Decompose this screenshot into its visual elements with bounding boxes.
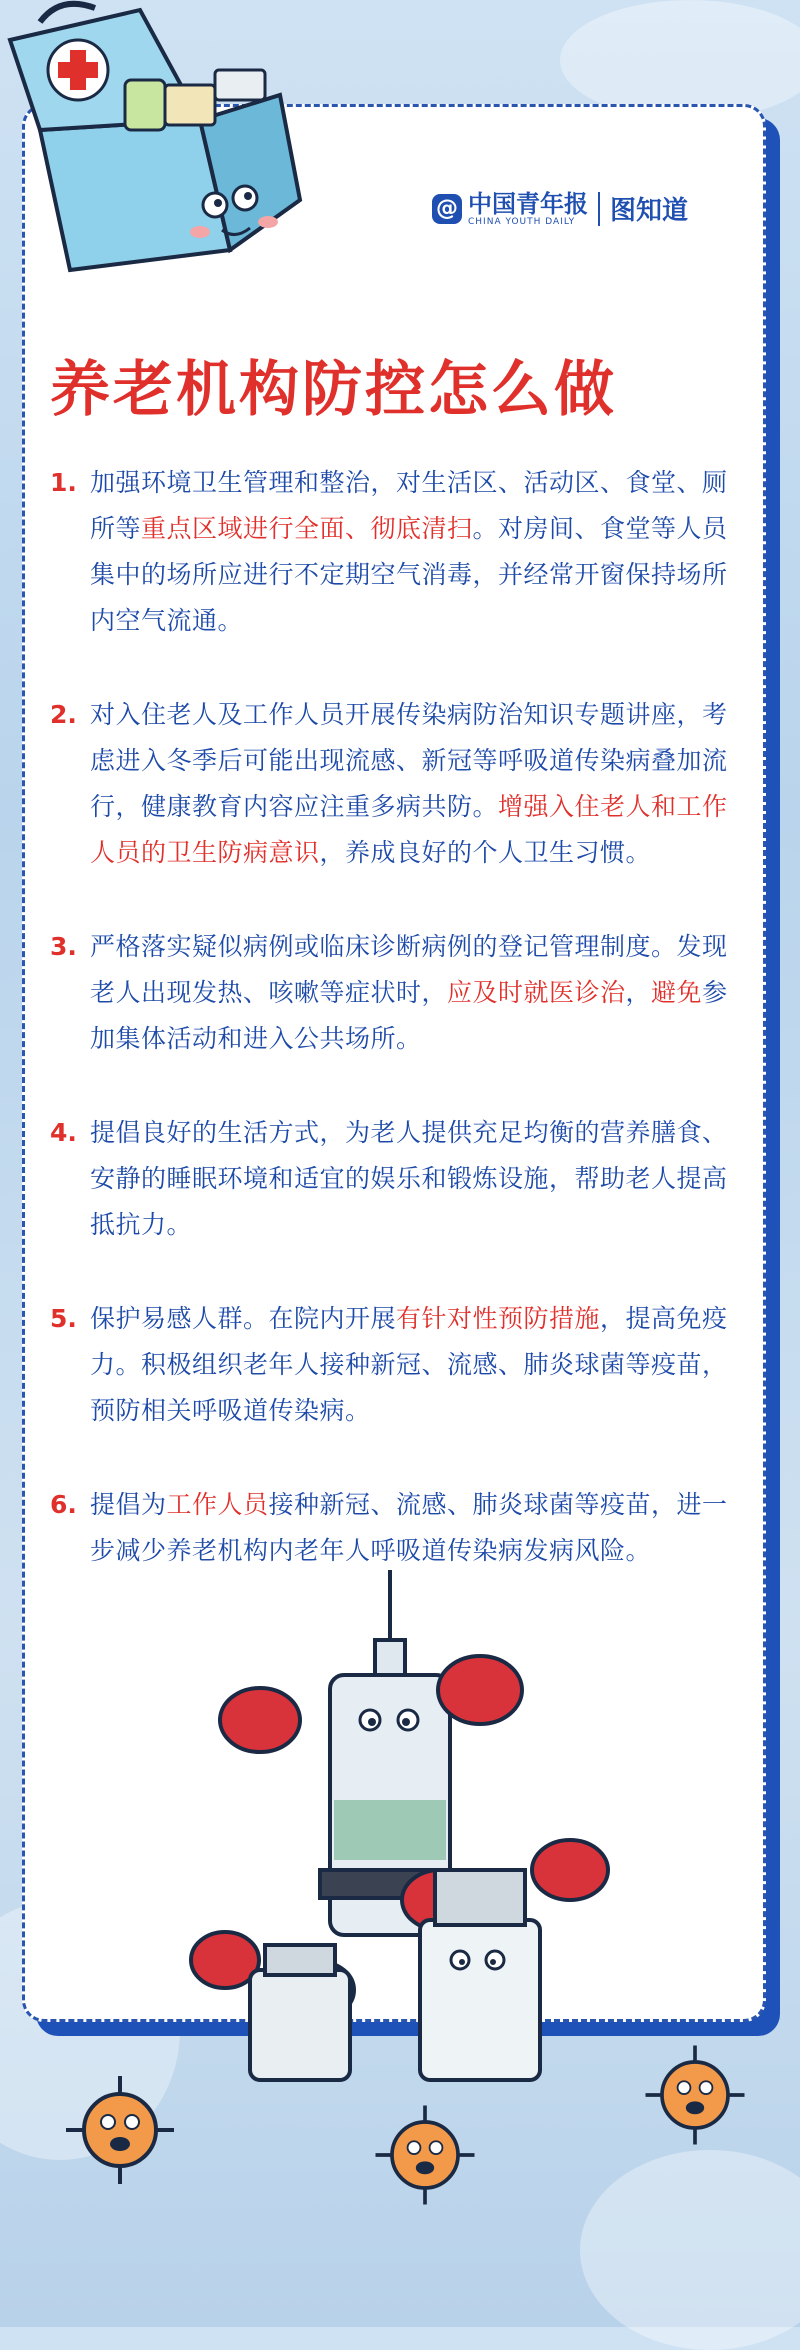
medical-cross-icon <box>48 40 108 100</box>
logo-name-cn: 中国青年报 <box>468 189 588 218</box>
list-item <box>50 460 750 644</box>
item-number: 5. <box>50 1304 77 1333</box>
body-text: 。对房间、食堂等人员集中的场所应进行不定期空气消毒，并经常开窗保持场所内空气流通。 <box>90 514 728 635</box>
item-number: 2. <box>50 700 77 729</box>
list-item <box>50 1110 750 1248</box>
item-text <box>90 692 750 876</box>
highlight-text: 重点区域进行全面、彻底清扫 <box>141 514 473 543</box>
item-text <box>90 1482 750 1574</box>
background-cloud <box>580 2150 800 2350</box>
body-text: 严格落实疑似病例或临床诊断病例的登记管理制度。发现老人出现发热、咳嗽等症状时， <box>90 932 728 1007</box>
highlight-text: 工作人员 <box>166 1490 269 1519</box>
body-text: 接种新冠、流感、肺炎球菌等疫苗，进一步减少养老机构内老年人呼吸道传染病发病风险。 <box>90 1490 728 1565</box>
page-title: 养老机构防控怎么做 <box>50 355 617 425</box>
body-text: ，提高免疫力。积极组织老年人接种新冠、流感、肺炎球菌等疫苗，预防相关呼吸道传染病。 <box>90 1304 728 1425</box>
body-text: 保护易感人群。在院内开展 <box>90 1304 397 1333</box>
list-item <box>50 692 750 876</box>
highlight-text: 避免 <box>651 978 703 1007</box>
first-aid-kit-icon <box>0 0 300 300</box>
item-number: 4. <box>50 1118 77 1147</box>
virus-icon <box>640 2040 750 2150</box>
item-text <box>90 1110 750 1248</box>
background-cloud <box>560 0 800 120</box>
vaccine-illustration <box>150 1570 670 2090</box>
logo-wordmark <box>468 191 588 227</box>
body-text: 提倡为 <box>90 1490 167 1519</box>
item-text <box>90 1296 750 1434</box>
list-item <box>50 1482 750 1574</box>
logo-divider <box>598 192 600 226</box>
item-number: 1. <box>50 468 77 497</box>
highlight-text: 增强入住老人和工作人员的卫生防病意识 <box>90 792 728 867</box>
body-text: 提倡良好的生活方式，为老人提供充足均衡的营养膳食、安静的睡眠环境和适宜的娱乐和锻炼设施，帮助老人提高抵抗力。 <box>90 1118 728 1239</box>
logo-name-en: CHINA YOUTH DAILY <box>468 216 576 227</box>
highlight-text: 有针对性预防措施 <box>396 1304 601 1333</box>
virus-icon <box>60 2070 180 2190</box>
list-item <box>50 924 750 1062</box>
brand-logo <box>432 190 688 227</box>
body-text: ，养成良好的个人卫生习惯。 <box>319 838 652 867</box>
highlight-text: 应及时就医诊治 <box>447 978 626 1007</box>
item-text <box>90 924 750 1062</box>
body-text: ， <box>625 978 652 1007</box>
list-item <box>50 1296 750 1434</box>
item-number: 3. <box>50 932 77 961</box>
measures-list <box>50 460 750 1622</box>
body-text: 加强环境卫生管理和整治，对生活区、活动区、食堂、厕所等 <box>90 468 728 543</box>
item-text <box>90 460 750 644</box>
body-text: 对入住老人及工作人员开展传染病防治知识专题讲座，考虑进入冬季后可能出现流感、新冠等呼吸道传染病叠加流行，健康教育内容应注重多病共防。 <box>90 700 728 821</box>
item-number: 6. <box>50 1490 77 1519</box>
logo-mark: @ <box>432 194 462 224</box>
body-text: 参加集体活动和进入公共场所。 <box>90 978 728 1053</box>
virus-icon <box>370 2100 480 2210</box>
logo-column-name: 图知道 <box>610 196 689 226</box>
